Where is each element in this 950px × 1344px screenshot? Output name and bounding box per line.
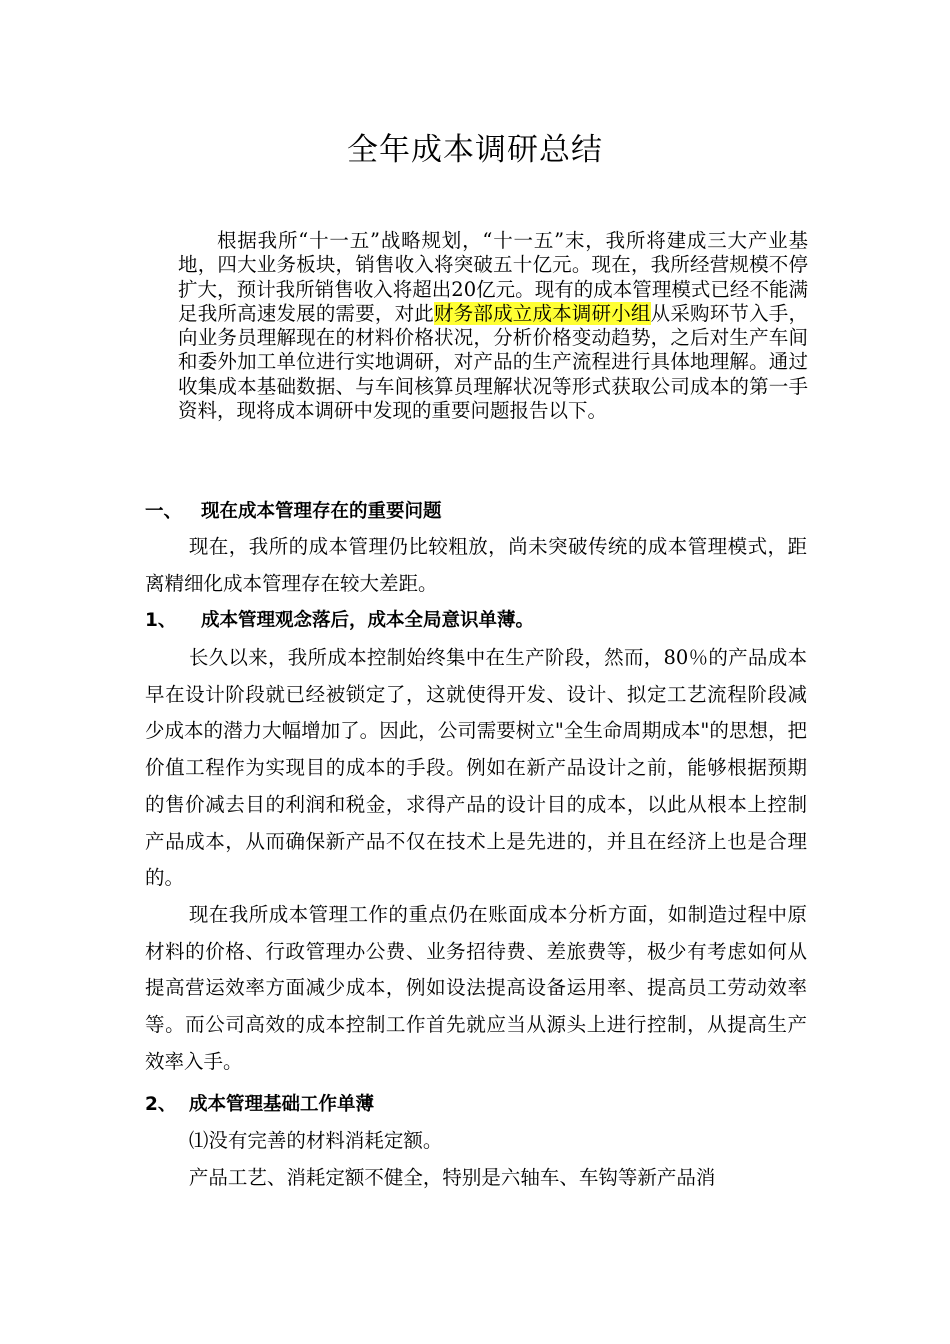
section-title: 现在成本管理存在的重要问题 <box>201 501 442 522</box>
intro-paragraph <box>178 229 808 423</box>
item-number: 1、 <box>145 610 177 631</box>
section-number: 一、 <box>145 501 183 522</box>
item-title: 成本管理基础工作单薄 <box>189 1094 375 1115</box>
intro-text-continued: 从采购环节入手，向业务员理解现在的材料价格状况，分析价格变动趋势，之后对生产车间和委外加工单位进行实地调研，对产品的生产流程进行具体地理解。通过收集成本基础数据、与车间核算员理解状况等形式获取公司成本的第一手资料，现将成本调研中发现的重要问题报告以下。 <box>178 301 808 423</box>
item-title: 成本管理观念落后，成本全局意识单薄。 <box>201 610 535 631</box>
item-paragraph: 产品工艺、消耗定额不健全，特别是六轴车、车钩等新产品消 <box>188 1166 716 1189</box>
section-heading <box>145 494 807 530</box>
item-heading <box>145 603 807 639</box>
item-paragraph: 长久以来，我所成本控制始终集中在生产阶段，然而，80％的产品成本早在设计阶段就已经被锁定了，这就使得开发、设计、拟定工艺流程阶段减少成本的潜力大幅增加了。因此，公司需要树立"全生命周期成本"的思想，把价值工程作为实现目的成本的手段。例如在新产品设计之前，能够根据预期的售价减去目的利润和税金，求得产品的设计目的成本，以此从根本上控制产品成本，从而确保新产品不仅在技术上是先进的，并且在经济上也是合理的。 <box>145 646 807 890</box>
sub-item: ⑴没有完善的材料消耗定额。 <box>188 1129 443 1152</box>
section-paragraph: 现在，我所的成本管理仍比较粗放，尚未突破传统的成本管理模式，距离精细化成本管理存在较大差距。 <box>145 535 807 595</box>
highlighted-text: 财务部成立成本调研小组 <box>434 301 651 325</box>
item-paragraph: 现在我所成本管理工作的重点仍在账面成本分析方面，如制造过程中原材料的价格、行政管理办公费、业务招待费、差旅费等，极少有考虑如何从提高营运效率方面减少成本，例如设法提高设备运用率、提高员工劳动效率等。而公司高效的成本控制工作首先就应当从源头上进行控制，从提高生产效率入手。 <box>145 903 807 1073</box>
intro-text: 根据我所“十一五”战略规划，“十一五”末，我所将建成三大产业基地，四大业务板块，销售收入将突破五十亿元。现在，我所经营规模不停扩大，预计我所销售收入将超出20亿元。现有的成本管理模式已经不能满足我所高速发展的需要，对此 <box>178 229 808 325</box>
document-title: 全年成本调研总结 <box>347 132 603 168</box>
item-number: 2、 <box>145 1094 177 1115</box>
item-heading <box>145 1087 807 1123</box>
